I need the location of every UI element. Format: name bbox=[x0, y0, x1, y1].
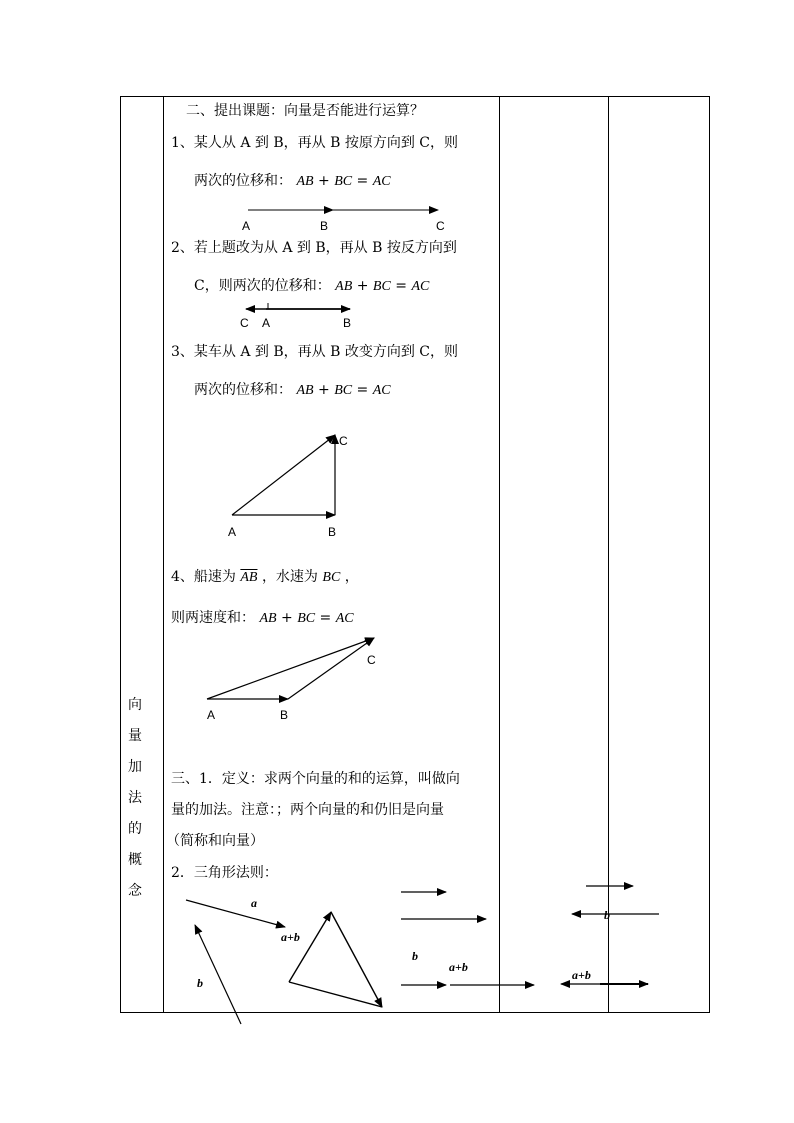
diagram4-vector-bc bbox=[288, 638, 374, 699]
formula-bc: BC bbox=[334, 174, 353, 189]
vector-a bbox=[186, 900, 285, 927]
col3-vector-sum-label: a+b bbox=[449, 960, 468, 974]
triangle-side-bottom bbox=[289, 982, 382, 1007]
diagram4-label-b: B bbox=[280, 708, 289, 722]
vertical-char: 的 bbox=[128, 821, 142, 837]
formula-plus: + bbox=[318, 382, 330, 398]
item2-line1: 2、若上题改为从 A 到 B，再从 B 按反方向到 bbox=[171, 240, 457, 256]
item1-line1: 1、某人从 A 到 B，再从 B 按原方向到 C，则 bbox=[171, 135, 459, 151]
formula-eq: = bbox=[395, 278, 407, 294]
item3-line2-prefix: 两次的位移和： bbox=[194, 382, 292, 398]
item1-line2-prefix: 两次的位移和： bbox=[194, 173, 292, 189]
diagram3-label-b: B bbox=[328, 525, 337, 539]
diagram2-label-b: B bbox=[343, 316, 352, 330]
formula-ac: AC bbox=[335, 611, 354, 626]
formula-eq: = bbox=[356, 382, 369, 398]
section-heading: 二、提出课题：向量是否能进行运算？ bbox=[186, 103, 424, 119]
vertical-char: 念 bbox=[128, 883, 142, 899]
diagram2-label-c: C bbox=[240, 316, 249, 330]
formula-plus: + bbox=[281, 610, 293, 626]
formula-bc: BC bbox=[297, 611, 316, 626]
definition-line3: （简称和向量） bbox=[166, 833, 264, 849]
vertical-char: 概 bbox=[128, 852, 142, 868]
vector-b-label: b bbox=[197, 976, 203, 990]
item4-line2-prefix: 则两速度和： bbox=[171, 610, 255, 626]
item4-line1-suffix: ， bbox=[344, 569, 359, 585]
formula-ab: AB bbox=[296, 174, 314, 189]
triangle-side-right bbox=[331, 912, 382, 1007]
diagram4-label-c: C bbox=[367, 653, 376, 667]
vector-sum-label: a+b bbox=[281, 930, 300, 944]
formula-ab-overline: $\overline{AB}$ bbox=[240, 570, 258, 585]
triangle-side-left bbox=[289, 912, 331, 982]
vector-a-label: a bbox=[251, 896, 257, 910]
diagram3-label-c: C bbox=[339, 434, 348, 448]
formula-ac: AC bbox=[372, 174, 391, 189]
item4-line1-mid: ，水速为 bbox=[261, 569, 318, 585]
item4-line1-prefix: 4、船速为 bbox=[171, 569, 236, 585]
vertical-char: 向 bbox=[128, 697, 142, 713]
formula-ac: AC bbox=[411, 279, 430, 294]
diagram1-label-b: B bbox=[320, 219, 329, 233]
formula-plus: + bbox=[318, 173, 330, 189]
formula-ac: AC bbox=[372, 383, 391, 398]
diagram3-label-a: A bbox=[228, 525, 237, 539]
formula-ab: AB bbox=[296, 383, 314, 398]
diagram1-label-c: C bbox=[436, 219, 445, 233]
formula-ab: AB bbox=[335, 279, 353, 294]
triangle-rule-title: 2．三角形法则： bbox=[171, 865, 278, 881]
vector-b bbox=[195, 925, 241, 1024]
formula-plus: + bbox=[356, 278, 369, 294]
formula-bc: BC bbox=[322, 570, 341, 585]
vertical-char: 法 bbox=[128, 790, 142, 806]
diagram1-label-a: A bbox=[242, 219, 251, 233]
definition-line2: 量的加法。注意：；两个向量的和仍旧是向量 bbox=[171, 802, 444, 818]
formula-eq: = bbox=[356, 173, 369, 189]
item3-line1: 3、某车从 A 到 B，再从 B 改变方向到 C，则 bbox=[171, 344, 459, 360]
vertical-char: 量 bbox=[128, 728, 142, 744]
col3-vector-b-label: b bbox=[412, 949, 418, 963]
formula-ab: AB bbox=[259, 611, 277, 626]
diagram4-label-a: A bbox=[207, 708, 216, 722]
formula-bc: BC bbox=[372, 279, 391, 294]
vertical-char: 加 bbox=[128, 759, 142, 775]
diagram4-vector-ac bbox=[207, 638, 374, 699]
item2-line2-prefix: C，则两次的位移和： bbox=[194, 278, 331, 294]
diagram3-vector-ac bbox=[232, 435, 335, 515]
definition-line1: 三、1．定义：求两个向量的和的运算，叫做向 bbox=[171, 771, 460, 787]
diagram2-label-a: A bbox=[262, 316, 271, 330]
col4-vector-b-label: b bbox=[604, 908, 610, 922]
col4-vector-sum-label: a+b bbox=[572, 968, 591, 982]
formula-eq: = bbox=[319, 610, 332, 626]
formula-bc: BC bbox=[334, 383, 353, 398]
